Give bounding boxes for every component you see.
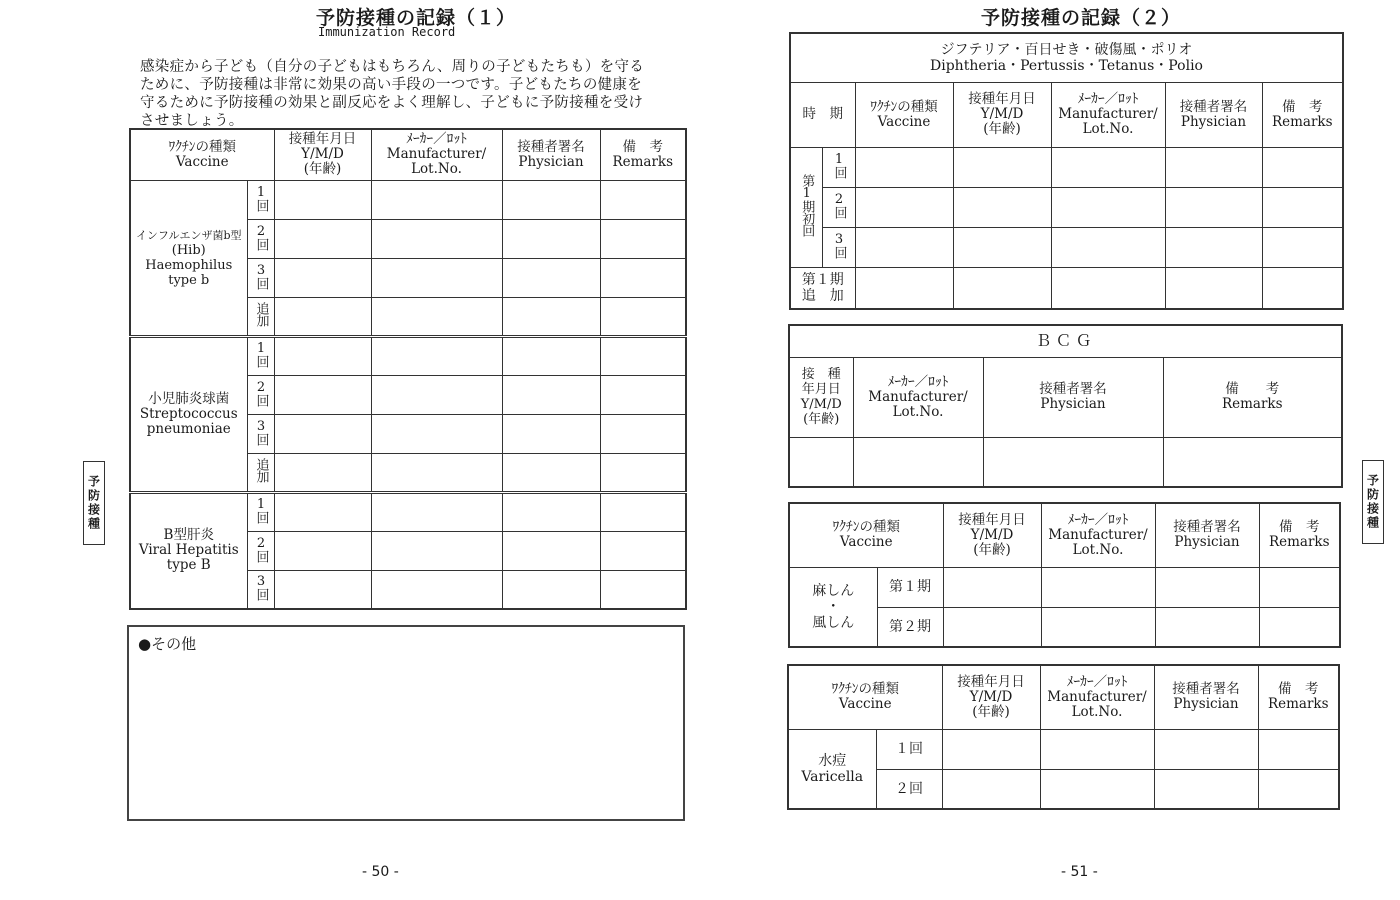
- vaccine-header: ﾜｸﾁﾝの種類 Vaccine: [788, 665, 942, 729]
- table-row: [790, 227, 1343, 267]
- remarks-cell[interactable]: [1163, 437, 1342, 487]
- physician-cell[interactable]: [502, 219, 600, 258]
- dose-label: １回: [876, 729, 942, 769]
- remarks-cell[interactable]: [600, 414, 686, 453]
- date-cell[interactable]: [953, 267, 1051, 309]
- remarks-cell[interactable]: [600, 492, 686, 531]
- date-header: 接種年月日 Y/M/D (年齢): [942, 665, 1040, 729]
- intro-line: 守るために予防接種の効果と副反応をよく理解し、子どもに予防接種を受け: [140, 95, 644, 111]
- dose-label: 3回: [247, 414, 274, 453]
- right-side-tab: 予防接種: [1362, 460, 1384, 544]
- maker-cell[interactable]: [853, 437, 983, 487]
- date-header: 接種年月日 Y/M/D (年齢): [953, 82, 1051, 147]
- table-row: [789, 567, 1340, 607]
- physician-header: 接種者署名 Physician: [1154, 665, 1258, 729]
- maker-cell[interactable]: [1051, 187, 1165, 227]
- remarks-cell[interactable]: [1258, 729, 1339, 769]
- date-cell[interactable]: [943, 567, 1041, 607]
- maker-cell[interactable]: [371, 531, 502, 570]
- left-table-header: [130, 129, 686, 180]
- bcg-header-row: [789, 357, 1342, 437]
- remarks-header: 備 考 Remarks: [600, 129, 686, 180]
- table-row: [130, 336, 686, 375]
- other-notes-box[interactable]: [127, 625, 685, 821]
- maker-cell[interactable]: [1041, 607, 1155, 647]
- maker-cell[interactable]: [1040, 729, 1154, 769]
- maker-header: ﾒｰｶｰ／ﾛｯﾄ Manufacturer/ Lot.No.: [1040, 665, 1154, 729]
- dose-label: 1回: [247, 336, 274, 375]
- physician-cell[interactable]: [1165, 267, 1262, 309]
- vaccine-header: ﾜｸﾁﾝの種類 Vaccine: [130, 129, 274, 180]
- physician-cell[interactable]: [502, 180, 600, 219]
- physician-cell[interactable]: [502, 297, 600, 336]
- maker-cell[interactable]: [371, 297, 502, 336]
- remarks-header: 備 考 Remarks: [1262, 82, 1343, 147]
- left-page-subtitle: Immunization Record: [318, 25, 456, 39]
- remarks-cell[interactable]: [1262, 187, 1343, 227]
- hepb-vaccine-name: B型肝炎 Viral Hepatitis type B: [130, 492, 247, 609]
- maker-cell[interactable]: [371, 375, 502, 414]
- vaccine-cell[interactable]: [855, 147, 953, 187]
- mr-vaccine-name: 麻しん ・ 風しん: [789, 567, 877, 647]
- date-header: 接種年月日 Y/M/D (年齢): [274, 129, 371, 180]
- remarks-cell[interactable]: [600, 219, 686, 258]
- physician-cell[interactable]: [1155, 567, 1259, 607]
- maker-cell[interactable]: [1040, 769, 1154, 809]
- date-cell[interactable]: [274, 180, 371, 219]
- physician-cell[interactable]: [1165, 147, 1262, 187]
- physician-cell[interactable]: [502, 375, 600, 414]
- hib-vaccine-name: インフルエンザ菌b型 (Hib) Haemophilus type b: [130, 180, 247, 336]
- maker-cell[interactable]: [371, 336, 502, 375]
- left-page-number: - 50 -: [362, 864, 399, 880]
- maker-header: ﾒｰｶｰ／ﾛｯﾄ Manufacturer/ Lot.No.: [1051, 82, 1165, 147]
- dpt-header-row: [790, 82, 1343, 147]
- physician-cell[interactable]: [502, 258, 600, 297]
- maker-header: ﾒｰｶｰ／ﾛｯﾄ Manufacturer/ Lot.No.: [853, 357, 983, 437]
- maker-cell[interactable]: [1041, 567, 1155, 607]
- remarks-cell[interactable]: [1258, 769, 1339, 809]
- maker-cell[interactable]: [371, 258, 502, 297]
- date-cell[interactable]: [942, 769, 1040, 809]
- physician-cell[interactable]: [983, 437, 1163, 487]
- intro-line: させましょう。: [140, 113, 244, 129]
- remarks-header: 備 考 Remarks: [1163, 357, 1342, 437]
- maker-cell[interactable]: [1051, 267, 1165, 309]
- varicella-vaccine-name: 水痘 Varicella: [788, 729, 876, 809]
- maker-cell[interactable]: [371, 219, 502, 258]
- left-vaccine-table: [129, 128, 687, 610]
- maker-header: ﾒｰｶｰ／ﾛｯﾄ Manufacturer/ Lot.No.: [1041, 503, 1155, 567]
- dose-label: ２回: [876, 769, 942, 809]
- date-cell[interactable]: [274, 453, 371, 492]
- remarks-cell[interactable]: [600, 453, 686, 492]
- maker-header: ﾒｰｶｰ／ﾛｯﾄ Manufacturer/ Lot.No.: [371, 129, 502, 180]
- remarks-cell[interactable]: [600, 297, 686, 336]
- maker-cell[interactable]: [371, 453, 502, 492]
- mr-table: [788, 502, 1341, 648]
- intro-line: ために、予防接種は非常に効果の高い手段の一つです。子どもたちの健康を: [140, 77, 643, 93]
- maker-cell[interactable]: [371, 180, 502, 219]
- dpt-title: ジフテリア・百日せき・破傷風・ポリオ Diphtheria・Pertussis・Tetanus・Polio: [790, 33, 1343, 82]
- remarks-cell[interactable]: [600, 180, 686, 219]
- remarks-cell[interactable]: [600, 336, 686, 375]
- dose-label: 3回: [247, 258, 274, 297]
- date-cell[interactable]: [274, 375, 371, 414]
- intro-text: [140, 58, 700, 130]
- varicella-header-row: [788, 665, 1339, 729]
- physician-cell[interactable]: [502, 336, 600, 375]
- phase-label: 第２期: [877, 607, 943, 647]
- table-row: [789, 437, 1342, 487]
- physician-cell[interactable]: [1154, 769, 1258, 809]
- date-cell[interactable]: [274, 297, 371, 336]
- intro-line: 感染症から子ども（自分の子どもはもちろん、周りの子どもたちも）を守る: [140, 59, 645, 75]
- maker-cell[interactable]: [371, 492, 502, 531]
- date-cell[interactable]: [942, 729, 1040, 769]
- physician-cell[interactable]: [1165, 227, 1262, 267]
- date-cell[interactable]: [274, 258, 371, 297]
- physician-cell[interactable]: [502, 414, 600, 453]
- date-cell[interactable]: [789, 437, 853, 487]
- maker-cell[interactable]: [1051, 147, 1165, 187]
- remarks-header: 備 考 Remarks: [1258, 665, 1339, 729]
- table-row: [790, 187, 1343, 227]
- other-label: ●その他: [138, 635, 197, 653]
- dose-label: 追加: [247, 453, 274, 492]
- vaccine-cell[interactable]: [855, 267, 953, 309]
- physician-cell[interactable]: [1154, 729, 1258, 769]
- period-header: 時 期: [790, 82, 855, 147]
- physician-cell[interactable]: [502, 492, 600, 531]
- dose-label: 3回: [247, 570, 274, 609]
- phase-label: 第１期: [877, 567, 943, 607]
- varicella-table: [787, 664, 1340, 810]
- date-header: 接種年月日 Y/M/D (年齢): [943, 503, 1041, 567]
- date-cell[interactable]: [943, 607, 1041, 647]
- dose-label: 2回: [247, 375, 274, 414]
- dose-label: 1回: [247, 492, 274, 531]
- date-cell[interactable]: [274, 492, 371, 531]
- bcg-table: [788, 324, 1343, 488]
- date-cell[interactable]: [274, 570, 371, 609]
- remarks-cell[interactable]: [600, 375, 686, 414]
- left-side-tab: 予防接種: [83, 461, 105, 545]
- table-row: [790, 147, 1343, 187]
- vaccine-cell[interactable]: [855, 187, 953, 227]
- dose-label: 追加: [247, 297, 274, 336]
- physician-header: 接種者署名 Physician: [502, 129, 600, 180]
- remarks-cell[interactable]: [1259, 567, 1340, 607]
- dose-label: 2回: [247, 219, 274, 258]
- vaccine-cell[interactable]: [855, 227, 953, 267]
- physician-cell[interactable]: [502, 531, 600, 570]
- physician-cell[interactable]: [502, 453, 600, 492]
- date-cell[interactable]: [953, 147, 1051, 187]
- date-cell[interactable]: [274, 219, 371, 258]
- dpt-title-row: [790, 33, 1343, 82]
- bcg-title: ＢＣＧ: [789, 325, 1342, 357]
- physician-header: 接種者署名 Physician: [1165, 82, 1262, 147]
- dose-label: 1回: [822, 147, 855, 187]
- dose-label: 3回: [822, 227, 855, 267]
- remarks-header: 備 考 Remarks: [1259, 503, 1340, 567]
- mr-header-row: [789, 503, 1340, 567]
- dose-label: 1回: [247, 180, 274, 219]
- table-row: [130, 492, 686, 531]
- remarks-cell[interactable]: [1262, 267, 1343, 309]
- date-cell[interactable]: [274, 531, 371, 570]
- date-cell[interactable]: [953, 227, 1051, 267]
- dpt-table: [789, 32, 1344, 310]
- date-cell[interactable]: [953, 187, 1051, 227]
- remarks-cell[interactable]: [1262, 227, 1343, 267]
- phase1-label: 第1期初回: [790, 147, 822, 267]
- bcg-title-row: [789, 325, 1342, 357]
- date-cell[interactable]: [274, 414, 371, 453]
- date-header: 接 種 年月日 Y/M/D (年齢): [789, 357, 853, 437]
- vaccine-header: ﾜｸﾁﾝの種類 Vaccine: [855, 82, 953, 147]
- physician-cell[interactable]: [1165, 187, 1262, 227]
- physician-header: 接種者署名 Physician: [983, 357, 1163, 437]
- remarks-cell[interactable]: [1262, 147, 1343, 187]
- vaccine-header: ﾜｸﾁﾝの種類 Vaccine: [789, 503, 943, 567]
- date-cell[interactable]: [274, 336, 371, 375]
- physician-cell[interactable]: [1155, 607, 1259, 647]
- maker-cell[interactable]: [1051, 227, 1165, 267]
- maker-cell[interactable]: [371, 570, 502, 609]
- table-row: [788, 729, 1339, 769]
- maker-cell[interactable]: [371, 414, 502, 453]
- physician-cell[interactable]: [502, 570, 600, 609]
- table-row: [130, 180, 686, 219]
- right-page-number: - 51 -: [1061, 864, 1098, 880]
- dose-label: 2回: [822, 187, 855, 227]
- right-page-title: 予防接種の記録（２）: [981, 7, 1182, 29]
- left-page-title: 予防接種の記録（１）: [316, 7, 517, 29]
- remarks-cell[interactable]: [1259, 607, 1340, 647]
- dose-label: 2回: [247, 531, 274, 570]
- remarks-cell[interactable]: [600, 258, 686, 297]
- booster-label: 第１期 追 加: [790, 267, 855, 309]
- remarks-cell[interactable]: [600, 531, 686, 570]
- table-row: [790, 267, 1343, 309]
- pneumo-vaccine-name: 小児肺炎球菌 Streptococcus pneumoniae: [130, 336, 247, 492]
- remarks-cell[interactable]: [600, 570, 686, 609]
- physician-header: 接種者署名 Physician: [1155, 503, 1259, 567]
